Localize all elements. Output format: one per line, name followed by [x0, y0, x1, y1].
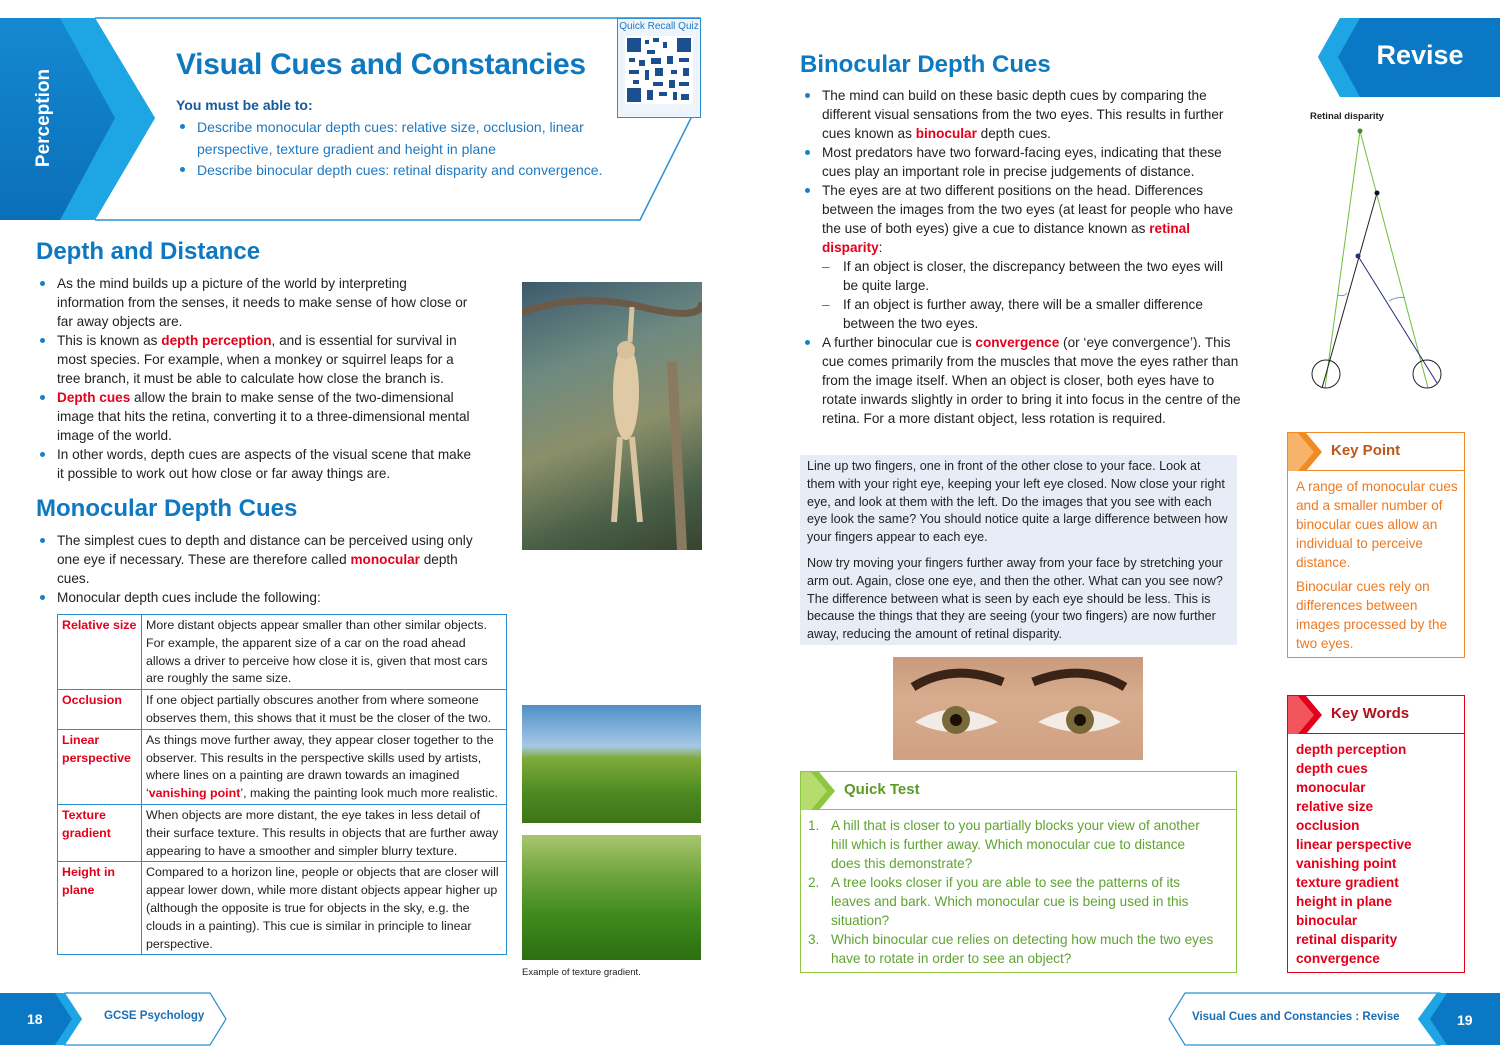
monocular-heading: Monocular Depth Cues — [36, 495, 298, 522]
text-segment: This is known as — [57, 333, 162, 348]
page-number-right: 19 — [1457, 1012, 1473, 1028]
revise-tab: Revise — [1376, 40, 1464, 70]
cue-term: Linear perspective — [58, 729, 142, 804]
key-point-box — [1287, 432, 1465, 658]
question-text: A hill that is closer to you partially blocks your view of another hill which is further away. Which monocular cue to distance does this demonstrate? — [831, 818, 1200, 871]
text-segment: Compared to a horizon line, people or objects that are closer will appear lower down, while more distant objects appear higher up (although the opposite is true for objects in the sky, e.g. the clouds in a painting). This cue is similar in principle to linear perspective. — [146, 865, 499, 951]
key-words-list — [1296, 740, 1412, 968]
objectives-label: You must be able to: — [176, 97, 313, 113]
quick-test-box — [800, 771, 1237, 973]
text-segment: Monocular depth cues include the following: — [57, 590, 321, 605]
bullet-item — [36, 531, 486, 588]
key-point-paragraph: Binocular cues rely on differences between images processed by the two eyes. — [1296, 579, 1448, 651]
binocular-heading: Binocular Depth Cues — [800, 51, 1051, 78]
table-row — [58, 690, 507, 730]
quick-test-questions — [808, 816, 1218, 968]
activity-paragraph: Now try moving your fingers further away from your face by stretching your arm out. Again, close one eye, and then the other. What can you see now? The difference between what is seen by each eye should be less. This is because the things that they are seeing (your two fingers) are now further away, reducing the amount of retinal disparity. — [807, 555, 1223, 642]
quick-test-question — [808, 816, 1218, 873]
key-word: binocular — [1296, 913, 1358, 928]
page-title: Visual Cues and Constancies — [176, 48, 586, 81]
activity-paragraph: Line up two fingers, one in front of the other close to your face. Look at them with your right eye, keeping your left eye closed. Now close your right eye, and look at them with the left. Do the images that you see with each eye look the same? You should notice quite a large difference between how your fingers appear to each eye. — [807, 459, 1228, 545]
sub-bullet-item: – If an object is closer, the discrepancy between the two eyes will be quite large. — [822, 257, 1241, 295]
quick-test-question — [808, 873, 1218, 930]
bullet-item — [36, 588, 486, 607]
key-term: binocular — [915, 126, 977, 141]
grass-photo — [522, 835, 701, 960]
key-term: convergence — [975, 335, 1060, 350]
text-segment: As things move further away, they appear closer together to the observer. This results in the perspective skills used by artists, where lines on a painting are drawn towards an imagined ‘ — [146, 732, 494, 801]
cue-description — [142, 729, 507, 804]
text-segment: The eyes are at two different positions on the head. Differences between the images from the two eyes (at least for people who have the use of both eyes) give a cue to distance known as — [822, 183, 1234, 236]
key-point-text — [1296, 477, 1461, 653]
quick-test-arrow-icon — [801, 772, 837, 810]
key-words-title: Key Words — [1288, 696, 1464, 734]
table-row — [58, 804, 507, 861]
key-word: occlusion — [1296, 818, 1360, 833]
key-term: depth perception — [161, 333, 272, 348]
table-row — [58, 615, 507, 690]
key-word: convergence — [1296, 951, 1380, 966]
key-word: height in plane — [1296, 894, 1392, 909]
question-text: Which binocular cue relies on detecting how much the two eyes have to rotate in order to see an object? — [831, 932, 1214, 966]
bullet-item — [36, 445, 476, 483]
section-tab-label: Perception — [33, 68, 55, 167]
text-segment: depth cues. — [976, 126, 1051, 141]
eyes-illustration — [893, 657, 1143, 760]
key-word: relative size — [1296, 799, 1374, 814]
key-word: depth cues — [1296, 761, 1368, 776]
text-segment: , and is essential for survival in most species. For example, when a monkey or squirrel leaps for a tree branch, it must be able to calculate how close the branch is. — [57, 333, 457, 386]
cue-description — [142, 804, 507, 861]
footer-book-title: GCSE Psychology — [104, 1010, 205, 1022]
key-term: Depth cues — [57, 390, 131, 405]
sub-bullet-item: – If an object is further away, there will be a smaller difference between the two eyes. — [822, 295, 1241, 333]
text-segment: If one object partially obscures another from where someone observes them, this shows that it must be the closer of the two. — [146, 693, 492, 725]
footer-section-title: Visual Cues and Constancies : Revise — [1192, 1011, 1400, 1023]
text-segment: depth cues. — [57, 552, 458, 586]
cue-description — [142, 615, 507, 690]
activity-box — [800, 455, 1237, 645]
near-point — [1356, 254, 1361, 259]
quick-test-title: Quick Test — [844, 781, 920, 798]
table-row — [58, 729, 507, 804]
text-segment: A further binocular cue is — [822, 335, 976, 350]
text-segment: More distant objects appear smaller than other similar objects. For example, the apparent size of a car on the road ahead allows a driver to perceive how close it is, given that most cars are roughly the same size. — [146, 618, 488, 686]
text-segment: allow the brain to make sense of the two-dimensional image that hits the retina, converting it to a three-dimensional mental image of the world. — [57, 390, 470, 443]
quick-test-header — [801, 772, 1236, 810]
quick-test-question — [808, 930, 1218, 968]
key-term: monocular — [350, 552, 420, 567]
qr-label: Quick Recall Quiz — [619, 21, 699, 32]
key-point-paragraph: A range of monocular cues and a smaller number of binocular cues allow an individual to perceive distance. — [1296, 479, 1458, 570]
cue-term: Occlusion — [58, 690, 142, 730]
key-point-title: Key Point — [1288, 433, 1464, 471]
key-word: texture gradient — [1296, 875, 1399, 890]
objective-item: Describe binocular depth cues: retinal disparity and convergence. — [176, 160, 616, 182]
text-segment: The simplest cues to depth and distance can be perceived using only one eye if necessary. These are therefore called — [57, 533, 473, 567]
depth-distance-heading: Depth and Distance — [36, 238, 261, 265]
question-number: 1. — [808, 818, 820, 833]
middle-point — [1375, 191, 1380, 196]
key-term: vanishing point — [148, 786, 241, 801]
table-row — [58, 862, 507, 955]
monocular-bullets — [36, 531, 486, 607]
text-segment: (or ‘eye convergence’). This cue comes primarily from the muscles that move the eyes rather than from the image itself. When an object is closer, both eyes have to rotate inwards slightly in order to bring it into focus in the centre of the retina. For a more distant object, less rotation is required. — [822, 335, 1241, 426]
key-point-arrow-icon — [1288, 433, 1324, 471]
text-segment: As the mind builds up a picture of the world by interpreting information from the senses, it needs to make sense of how close or far away objects are. — [57, 276, 468, 329]
text-segment: When objects are more distant, the eye takes in less detail of their surface texture. This results in objects that are further away appearing to have a smoother and simpler blurry texture. — [146, 807, 499, 858]
cue-description — [142, 690, 507, 730]
question-number: 2. — [808, 875, 820, 890]
key-word: vanishing point — [1296, 856, 1397, 871]
key-words-arrow-icon — [1288, 696, 1324, 734]
cue-term: Texture gradient — [58, 804, 142, 861]
key-word: linear perspective — [1296, 837, 1412, 852]
monocular-cues-table — [57, 614, 507, 955]
cue-term: Height in plane — [58, 862, 142, 955]
text-segment: In other words, depth cues are aspects of the visual scene that make it possible to work out how close or far away things are. — [57, 447, 472, 481]
key-word: retinal disparity — [1296, 932, 1398, 947]
key-words-box — [1287, 695, 1465, 973]
page-number-left: 18 — [27, 1011, 43, 1027]
key-term: retinal disparity — [822, 221, 1191, 255]
hill-photo — [522, 705, 701, 823]
question-text: A tree looks closer if you are able to see the patterns of its leaves and bark. Which monocular cue is being used in this situation? — [831, 875, 1189, 928]
eyes-photo — [893, 657, 1143, 760]
far-point — [1358, 129, 1363, 134]
text-segment: Most predators have two forward-facing eyes, indicating that these cues play an important role in precise judgements of distance. — [822, 145, 1222, 179]
cue-description — [142, 862, 507, 955]
text-segment: : — [878, 240, 883, 255]
text-segment: The mind can build on these basic depth cues by comparing the different visual sensations from the two eyes. This results in further cues known as — [822, 88, 1224, 141]
texture-caption: Example of texture gradient. — [522, 967, 641, 978]
key-word: depth perception — [1296, 742, 1407, 757]
diagram-label: Retinal disparity — [1310, 111, 1384, 122]
cue-term: Relative size — [58, 615, 142, 690]
objective-item: Describe monocular depth cues: relative size, occlusion, linear perspective, texture gradient and height in plane — [176, 117, 616, 160]
retinal-disparity-diagram — [0, 0, 1500, 420]
question-number: 3. — [808, 932, 820, 947]
text-segment: ’, making the painting look much more realistic. — [240, 786, 498, 801]
key-word: monocular — [1296, 780, 1366, 795]
